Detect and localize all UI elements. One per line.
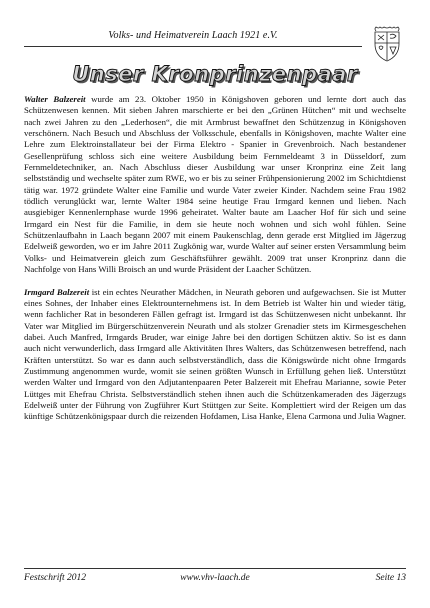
footer-page-number: Seite 13: [375, 573, 406, 583]
article-body: [24, 94, 406, 423]
person-name-irmgard: Irmgard Balzereit: [24, 286, 90, 297]
paragraph-text: wurde am 23. Oktober 1950 in Königshoven geboren und lernte dort auch das Schützenwesen kennen. Mit sieben Jahren marschierte er bei den „Grünen Hütchen“ mit und wechselte nach zwei Jahren zu den „Lederhosen“, die mit Armbrust bewaffnet den Schützenzug in Königshoven verschönern. Nach Besuch und Abschluss der Volksschule, ebenfalls in Königshoven, machte Walter eine Lehre zum Elektroinstallateur bei der Firma Elektro - Spanier in Grevenbroich. Nach bestandener Gesellenprüfung schloss sich eine weitere Ausbildung beim Fernmeldeamt 3 in Düsseldorf, zum Fernmeldetechniker, an. Nach Abschluss dieser Ausbildung war unser Kronprinz eine Zeit lang selbstständig und wechselte später zum RWE, wo er bis zu seiner Frühpensionierung 2002 im Schichtdienst tätig war. 1972 gründete Walter eine Familie und wurde Vater zweier Kinder. Nachdem seine Frau 1982 tödlich verunglückt war, lernte Walter 1984 seine heutige Frau Irmgard kennen und lieben. Nach ausgiebiger Kennenlernphase wurde 1996 geheiratet. Walter baute am Laacher Hof für sich und seine Irmgard ein Nest für die Familie, in dem sie heute noch wohnen und sich wohl fühlen. Seine Schützenlaufbahn in Laach begann 2007 mit einem Paukenschlag, denn gerade erst Mitglied im Jägerzug Edelweiß geworden, wo er im Jahre 2011 Zugkönig war, wurde Walter auf seiner ersten Versammlung beim Volks- und Heimatverein gleich zum Geschäftsführer gewählt. 2009 trat unser Kronprinz dann die Nachfolge von Hans Willi Broisch an und wurde Präsident der Laacher Schützen.: [24, 94, 406, 275]
footer-divider: [24, 568, 406, 569]
footer-publication: Festschrift 2012: [24, 573, 87, 583]
footer-website: www.vhv-laach.de: [180, 573, 250, 583]
coat-of-arms-icon: [370, 26, 404, 62]
header-divider: [24, 46, 362, 47]
running-header: Volks- und Heimatverein Laach 1921 e.V.: [108, 30, 278, 41]
paragraph-walter: [24, 94, 406, 276]
person-name-walter: Walter Balzereit: [24, 94, 86, 104]
paragraph-text: ist ein echtes Neurather Mädchen, in Neurath geboren und aufgewachsen. Sie ist Mutter eines Sohnes, der Inhaber eines Elektrounternehmens ist. In dem Betrieb ist Walter hin und wieder tätig, wenn fachlicher Rat in besonderen Fällen gefragt ist. Irmgard ist das Schützenwesen nicht unbekannt. Ihr Vater war Mitglied im Bürgerschützenverein Neurath und als stolzer Grenadier stets im Kirmesgeschehen dabei. Auch Manfred, Irmgards Bruder, war einige Jahre bei den dortigen Schützen aktiv. So ist es dann auch nicht verwunderlich, dass Irmgard alle Aktivitäten Ihres Walters, das Schützenwesen betreffend, nach Kräften unterstützt. So war es dann auch selbstverständlich, dass die Königswürde nicht ohne Irmgards Zustimmung angenommen wurde, womit sie seinen größten Wunsch in Erfüllung gehen ließ. Unterstützt werden Walter und Irmgard von den Adjutantenpaaren Peter Balzereit mit Ehefrau Marianne, sowie Peter Lüttges mit Ehefrau Christa. Selbstverständlich stehen ihnen auch die Schützenkameraden des Jägerzugs Edelweiß unter der Führung von Zugführer Kurt Stüttgen zur Seite. Komplettiert wird der Reigen um das künftige Schützenkönigspaar durch die reizenden Hofdamen, Lisa Hanke, Elena Carmona und Julia Wagner.: [24, 286, 406, 422]
paragraph-irmgard: [24, 287, 406, 423]
article-title: Unser Kronprinzenpaar: [72, 62, 358, 86]
